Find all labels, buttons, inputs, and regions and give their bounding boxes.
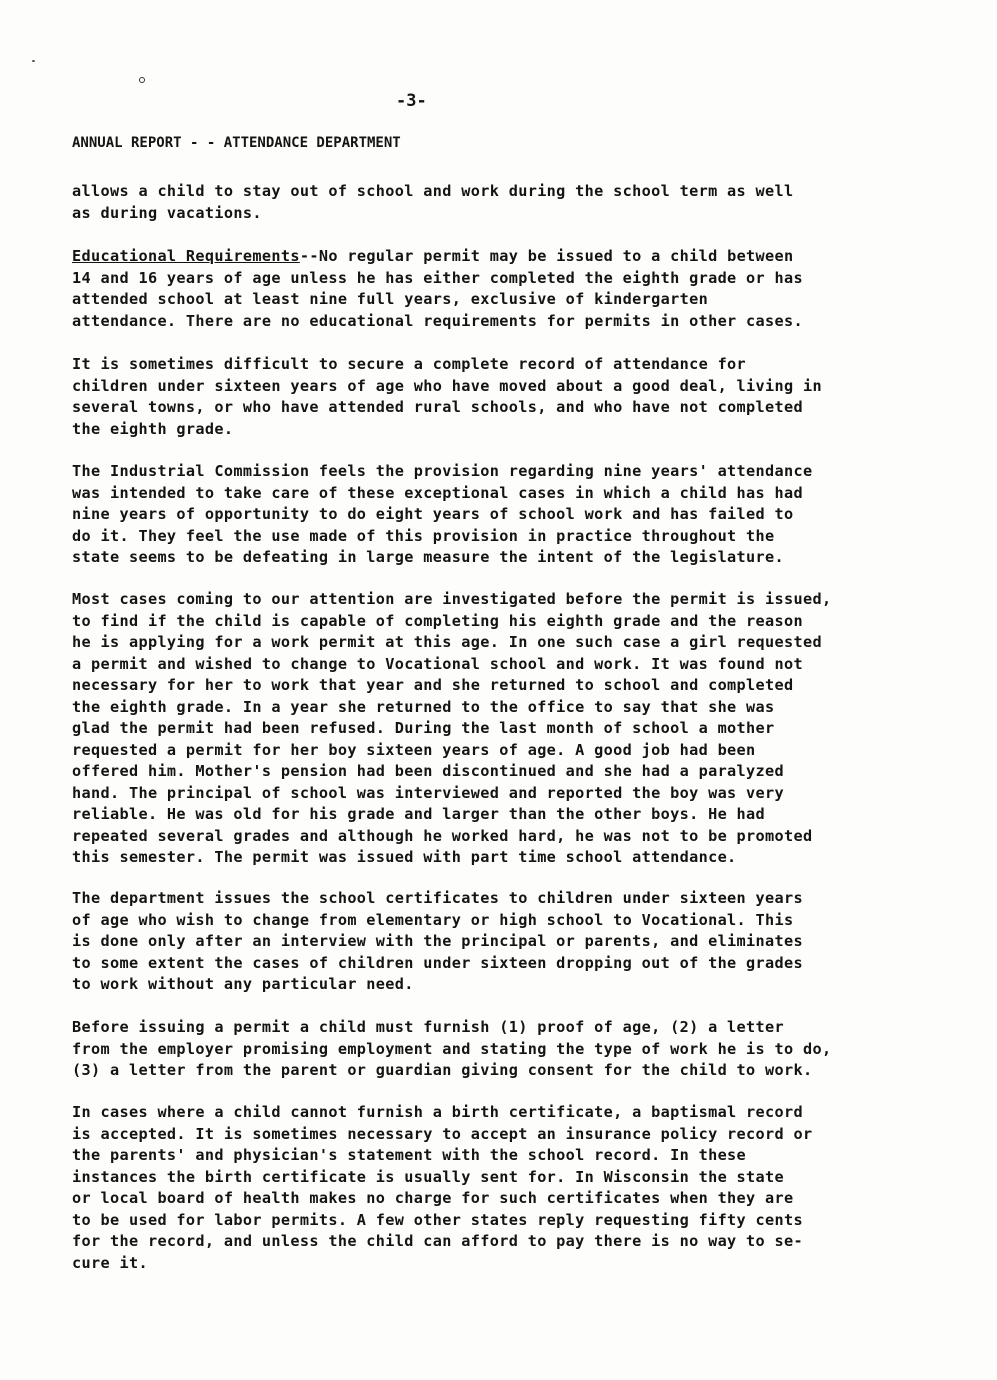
paragraph-text: The Industrial Commission feels the provision regarding nine years' attendance was intended to take care of these exceptional cases in which a child has had nine years of opportunity to do eight years of school work and has failed to do it. They feel the use made of this provision in practice throughout the state seems to be defeating in large measure the intent of the legislature. bbox=[72, 462, 813, 566]
paragraph-educational-requirements bbox=[72, 246, 803, 332]
page-number: -3- bbox=[396, 91, 427, 111]
paragraph-text: allows a child to stay out of school and work during the school term as well as during vacations. bbox=[72, 182, 794, 222]
scan-speck-ring bbox=[139, 77, 145, 83]
paragraph-text: Before issuing a permit a child must furnish (1) proof of age, (2) a letter from the employer promising employment and stating the type of work he is to do, (3) a letter from the parent or guardian giving consent for the child to work. bbox=[72, 1018, 832, 1079]
paragraph-heading: Educational Requirements bbox=[72, 247, 300, 265]
paragraph-school-certificates bbox=[72, 888, 803, 996]
paragraph-attendance-records bbox=[72, 354, 822, 440]
paragraph-continuation bbox=[72, 181, 794, 224]
paragraph-permit-requirements bbox=[72, 1017, 832, 1082]
paragraph-text: --No regular permit may be issued to a child between 14 and 16 years of age unless he has either completed the eighth grade or has attended school at least nine full years, exclusive of kindergarten attendance. There are no educational requirements for permits in other cases. bbox=[72, 247, 804, 330]
paragraph-text: It is sometimes difficult to secure a complete record of attendance for children under sixteen years of age who have moved about a good deal, living in several towns, or who have attended rural schools, and who have not completed the eighth grade. bbox=[72, 355, 822, 438]
paragraph-industrial-commission bbox=[72, 461, 813, 569]
scan-speck bbox=[32, 60, 35, 62]
paragraph-text: The department issues the school certificates to children under sixteen years of age who wish to change from elementary or high school to Vocational. This is done only after an interview with the principal or parents, and eliminates to some extent the cases of children under sixteen dropping out of the grades to work without any particular need. bbox=[72, 889, 804, 993]
paragraph-text: In cases where a child cannot furnish a birth certificate, a baptismal record is accepted. It is sometimes necessary to accept an insurance policy record or the parents' and physician's statement with the school record. In these instances the birth certificate is usually sent for. In Wisconsin the state or local board of health makes no charge for such certificates when they are to be used for labor permits. A few other states reply requesting fifty cents for the record, and unless the child can afford to pay there is no way to se- cure it. bbox=[72, 1103, 813, 1272]
paragraph-text: Most cases coming to our attention are investigated before the permit is issued, to find if the child is capable of completing his eighth grade and the reason he is applying for a work permit at this age. In one such case a girl requested a permit and wished to change to Vocational school and work. It was found not necessary for her to work that year and she returned to school and completed the eighth grade. In a year she returned to the office to say that she was glad the permit had been refused. During the last month of school a mother requested a permit for her boy sixteen years of age. A good job had been offered him. Mother's pension had been discontinued and she had a paralyzed hand. The principal of school was interviewed and reported the boy was very reliable. He was old for his grade and larger than the other boys. He had repeated several grades and although he worked hard, he was not to be promoted this semester. The permit was issued with part time school attendance. bbox=[72, 590, 832, 866]
running-head: ANNUAL REPORT - - ATTENDANCE DEPARTMENT bbox=[72, 135, 401, 151]
paragraph-case-investigations bbox=[72, 589, 832, 869]
paragraph-birth-certificates bbox=[72, 1102, 813, 1274]
